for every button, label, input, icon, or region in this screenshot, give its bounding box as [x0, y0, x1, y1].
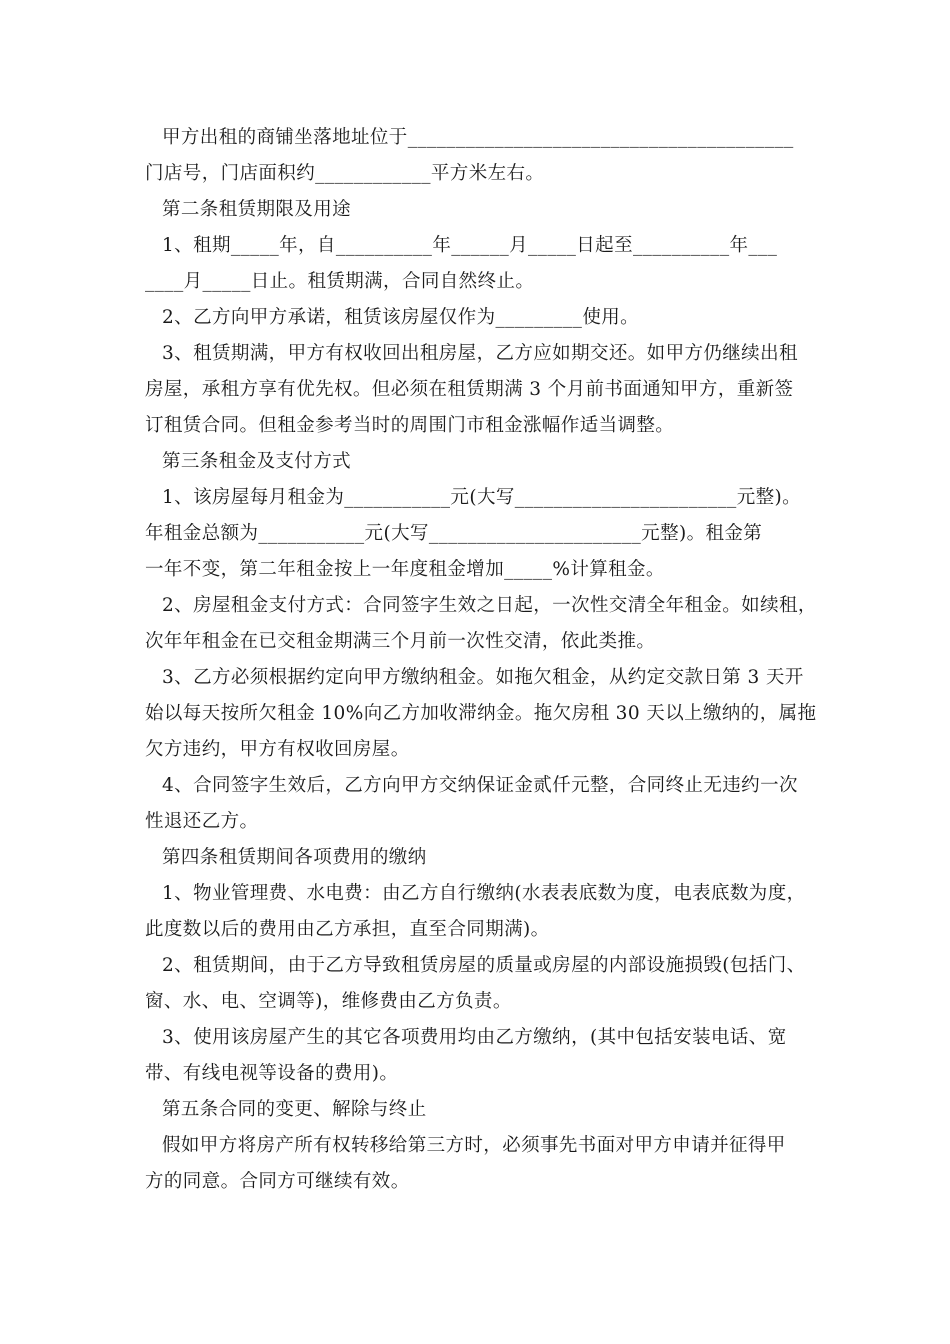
- paragraph-line: 始以每天按所欠租金 10%向乙方加收滞纳金。拖欠房租 30 天以上缴纳的，属拖: [145, 703, 817, 724]
- paragraph-line: 房屋，承租方享有优先权。但必须在租赁期满 3 个月前书面通知甲方，重新签: [145, 379, 794, 400]
- paragraph-line: 窗、水、电、空调等)，维修费由乙方负责。: [145, 991, 512, 1012]
- paragraph-line: 次年年租金在已交租金期满三个月前一次性交清，依此类推。: [145, 631, 656, 652]
- paragraph-line: 3、使用该房屋产生的其它各项费用均由乙方缴纳，(其中包括安装电话、宽: [162, 1027, 787, 1048]
- paragraph-line: 1、租期_____年，自__________年______月_____日起至__________年___: [162, 235, 778, 256]
- paragraph-line: 2、租赁期间，由于乙方导致租赁房屋的质量或房屋的内部设施损毁(包括门、: [162, 955, 806, 976]
- paragraph-line: 欠方违约，甲方有权收回房屋。: [145, 739, 410, 760]
- section-heading: 第三条租金及支付方式: [162, 451, 352, 472]
- paragraph-line: ____月_____日止。租赁期满，合同自然终止。: [145, 271, 535, 292]
- paragraph-line: 订租赁合同。但租金参考当时的周围门市租金涨幅作适当调整。: [145, 415, 675, 436]
- paragraph-line: 甲方出租的商铺坐落地址位于________________________________________: [162, 127, 794, 148]
- section-heading: 第二条租赁期限及用途: [162, 199, 352, 220]
- paragraph-line: 假如甲方将房产所有权转移给第三方时，必须事先书面对甲方申请并征得甲: [162, 1135, 786, 1156]
- paragraph-line: 带、有线电视等设备的费用)。: [145, 1063, 399, 1084]
- paragraph-line: 3、乙方必须根据约定向甲方缴纳租金。如拖欠租金，从约定交款日第 3 天开: [162, 667, 804, 688]
- paragraph-line: 方的同意。合同方可继续有效。: [145, 1171, 410, 1192]
- section-heading: 第五条合同的变更、解除与终止: [162, 1099, 427, 1120]
- paragraph-line: 一年不变，第二年租金按上一年度租金增加_____%计算租金。: [145, 559, 665, 580]
- paragraph-line: 3、租赁期满，甲方有权收回出租房屋，乙方应如期交还。如甲方仍继续出租: [162, 343, 798, 364]
- paragraph-line: 此度数以后的费用由乙方承担，直至合同期满)。: [145, 919, 550, 940]
- paragraph-line: 性退还乙方。: [145, 811, 259, 832]
- paragraph-line: 1、物业管理费、水电费：由乙方自行缴纳(水表表底数为度，电表底数为度，: [162, 883, 806, 904]
- paragraph-line: 4、合同签字生效后，乙方向甲方交纳保证金贰仟元整，合同终止无违约一次: [162, 775, 798, 796]
- paragraph-line: 1、该房屋每月租金为___________元(大写_______________________元整)。: [162, 487, 802, 508]
- section-heading: 第四条租赁期间各项费用的缴纳: [162, 847, 427, 868]
- paragraph-line: 年租金总额为___________元(大写______________________元整)。租金第: [145, 523, 763, 544]
- paragraph-line: 2、房屋租金支付方式：合同签字生效之日起，一次性交清全年租金。如续租，: [162, 595, 817, 616]
- paragraph-line: 门店号，门店面积约____________平方米左右。: [145, 163, 545, 184]
- paragraph-line: 2、乙方向甲方承诺，租赁该房屋仅作为_________使用。: [162, 307, 640, 328]
